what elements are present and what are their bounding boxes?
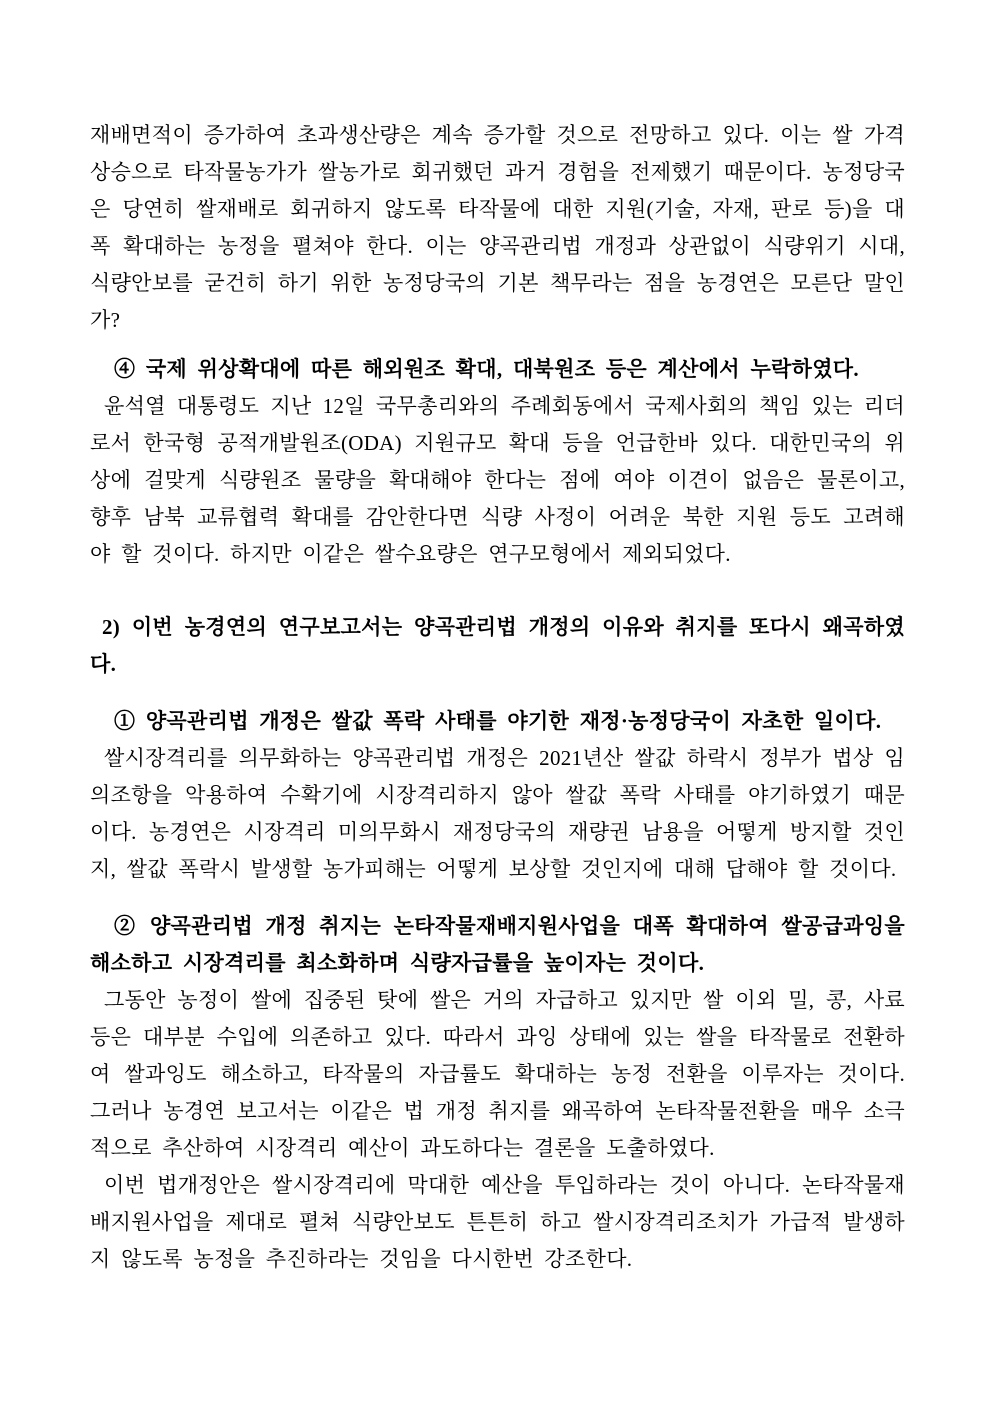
paragraph-item-1: 쌀시장격리를 의무화하는 양곡관리법 개정은 2021년산 쌀값 하락시 정부가 법상 임의조항을 악용하여 수확기에 시장격리하지 않아 쌀값 폭락 사태를 야기하였기 때문이다. 농경연은 시장격리 미의무화시 재정당국의 재량권 남용을 어떻게 방지할 것인지, 쌀값 폭락시 발생할 농가피해는 어떻게 보상할 것인지에 대해 답해야 할 것이다. bbox=[90, 746, 905, 881]
paragraph-item-2-b: 이번 법개정안은 쌀시장격리에 막대한 예산을 투입하라는 것이 아니다. 논타작물재배지원사업을 제대로 펼쳐 식량안보도 튼튼히 하고 쌀시장격리조치가 가급적 발생하지 않도록 농정을 추진하라는 것임을 다시한번 강조한다. bbox=[90, 1173, 905, 1271]
paragraph-continuation: 재배면적이 증가하여 초과생산량은 계속 증가할 것으로 전망하고 있다. 이는 쌀 가격상승으로 타작물농가가 쌀농가로 회귀했던 과거 경험을 전제했기 때문이다. 농정당국은 당연히 쌀재배로 회귀하지 않도록 타작물에 대한 지원(기술, 자재, 판로 등)을 대폭 확대하는 농정을 펼쳐야 한다. 이는 양곡관리법 개정과 상관없이 식량위기 시대, 식량안보를 굳건히 하기 위한 농정당국의 기본 책무라는 점을 농경연은 모른단 말인가? bbox=[90, 123, 905, 332]
heading-item-2: ② 양곡관리법 개정 취지는 논타작물재배지원사업을 대폭 확대하여 쌀공급과잉을 해소하고 시장격리를 최소화하며 식량자급률을 높이자는 것이다. bbox=[90, 914, 905, 975]
heading-section-2: 2) 이번 농경연의 연구보고서는 양곡관리법 개정의 이유와 취지를 또다시 왜곡하였다. bbox=[90, 615, 905, 676]
heading-item-4: ④ 국제 위상확대에 따른 해외원조 확대, 대북원조 등은 계산에서 누락하였다. bbox=[114, 357, 859, 381]
paragraph-item-2-a: 그동안 농정이 쌀에 집중된 탓에 쌀은 거의 자급하고 있지만 쌀 이외 밀, 콩, 사료 등은 대부분 수입에 의존하고 있다. 따라서 과잉 상태에 있는 쌀을 타작물로 전환하여 쌀과잉도 해소하고, 타작물의 자급률도 확대하는 농정 전환을 이루자는 것이다. 그러나 농경연 보고서는 이같은 법 개정 취지를 왜곡하여 논타작물전환을 매우 소극적으로 추산하여 시장격리 예산이 과도하다는 결론을 도출하였다. bbox=[90, 988, 905, 1160]
paragraph-item-4: 윤석열 대통령도 지난 12일 국무총리와의 주례회동에서 국제사회의 책임 있는 리더로서 한국형 공적개발원조(ODA) 지원규모 확대 등을 언급한바 있다. 대한민국의 위상에 걸맞게 식량원조 물량을 확대해야 한다는 점에 여야 이견이 없음은 물론이고, 향후 남북 교류협력 확대를 감안한다면 식량 사정이 어려운 북한 지원 등도 고려해야 할 것이다. 하지만 이같은 쌀수요량은 연구모형에서 제외되었다. bbox=[90, 394, 905, 566]
heading-item-1: ① 양곡관리법 개정은 쌀값 폭락 사태를 야기한 재정·농정당국이 자초한 일이다. bbox=[114, 709, 882, 733]
